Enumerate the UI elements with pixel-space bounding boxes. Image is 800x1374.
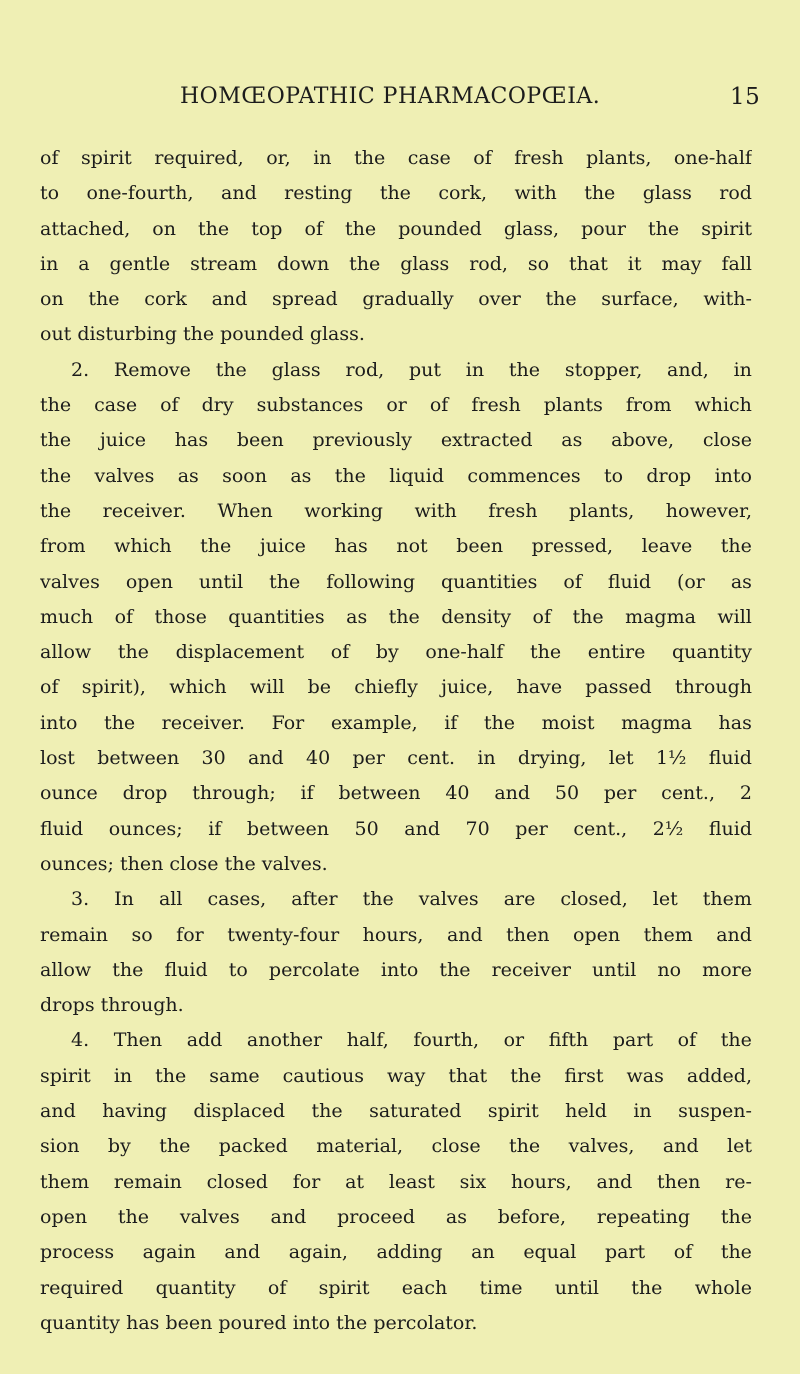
- text-line: into the receiver. For example, if the moist magma has: [40, 711, 752, 734]
- text-line: attached, on the top of the pounded glass, pour the spirit: [40, 217, 752, 240]
- text-line: 4. Then add another half, fourth, or fifth part of the: [71, 1029, 752, 1052]
- text-line: and having displaced the saturated spirit held in suspen-: [40, 1100, 752, 1123]
- text-line: out disturbing the pounded glass.: [40, 323, 365, 346]
- text-line: 2. Remove the glass rod, put in the stopper, and, in: [71, 358, 752, 381]
- text-line: lost between 30 and 40 per cent. in drying, let 1½ fluid: [40, 747, 752, 770]
- text-line: the valves as soon as the liquid commences to drop into: [40, 464, 752, 487]
- text-line: much of those quantities as the density of the magma will: [40, 605, 752, 628]
- text-line: ounces; then close the valves.: [40, 852, 328, 875]
- text-line: 3. In all cases, after the valves are closed, let them: [71, 888, 752, 911]
- text-line: quantity has been poured into the percolator.: [40, 1311, 478, 1334]
- text-line: process again and again, adding an equal part of the: [40, 1241, 752, 1264]
- text-line: sion by the packed material, close the valves, and let: [40, 1135, 752, 1158]
- text-line: to one-fourth, and resting the cork, with the glass rod: [40, 182, 752, 205]
- text-line: allow the fluid to percolate into the receiver until no more: [40, 958, 752, 981]
- text-line: the juice has been previously extracted as above, close: [40, 429, 752, 452]
- text-line: of spirit), which will be chiefly juice, have passed through: [40, 676, 752, 699]
- text-line: ounce drop through; if between 40 and 50 per cent., 2: [40, 782, 752, 805]
- text-line: the case of dry substances or of fresh plants from which: [40, 394, 752, 417]
- text-line: open the valves and proceed as before, repeating the: [40, 1205, 752, 1228]
- text-line: remain so for twenty-four hours, and then open them and: [40, 923, 752, 946]
- text-line: from which the juice has not been pressed, leave the: [40, 535, 752, 558]
- body-text: [40, 141, 752, 1341]
- text-line: in a gentle stream down the glass rod, so that it may fall: [40, 252, 752, 275]
- text-line: of spirit required, or, in the case of fresh plants, one-half: [40, 147, 752, 169]
- text-line: fluid ounces; if between 50 and 70 per cent., 2½ fluid: [40, 817, 752, 840]
- page-number: 15: [730, 84, 761, 110]
- text-line: drops through.: [40, 994, 184, 1017]
- running-head: [0, 84, 800, 118]
- text-line: them remain closed for at least six hours, and then re-: [40, 1170, 752, 1193]
- text-line: allow the displacement of by one-half the entire quantity: [40, 641, 752, 664]
- text-line: valves open until the following quantities of fluid (or as: [40, 570, 752, 593]
- text-line: on the cork and spread gradually over the surface, with-: [40, 288, 752, 311]
- text-line: required quantity of spirit each time until the whole: [40, 1276, 752, 1299]
- text-line: spirit in the same cautious way that the first was added,: [40, 1064, 752, 1087]
- text-line: the receiver. When working with fresh plants, however,: [40, 499, 752, 522]
- running-head-title: HOMŒOPATHIC PHARMACOPŒIA.: [180, 84, 601, 109]
